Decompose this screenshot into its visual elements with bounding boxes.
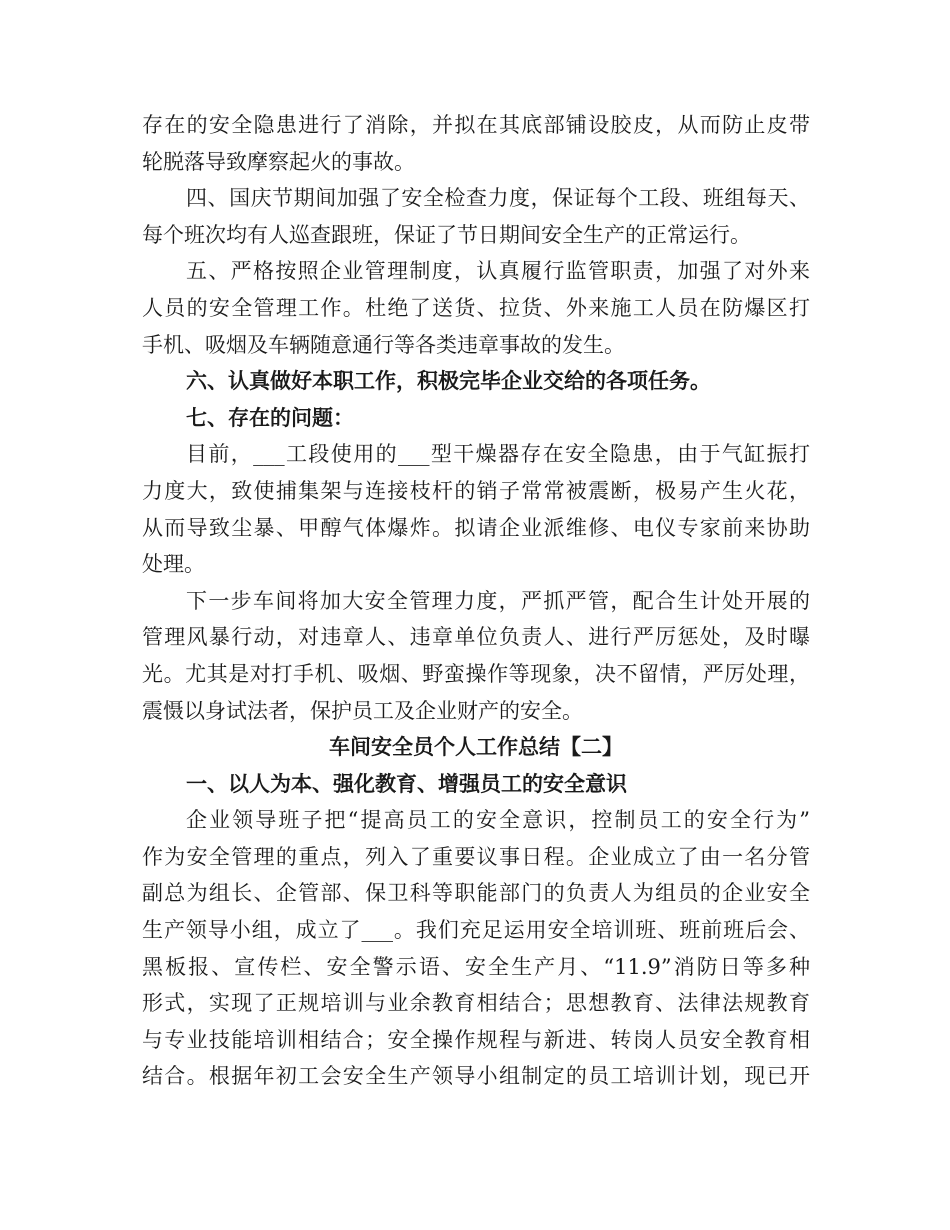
text-line: 存在的安全隐患进行了消除，并拟在其底部铺设胶皮，从而防止皮带 [142,113,810,137]
text-line: 管理风暴行动，对违章人、违章单位负责人、进行严厉惩处，及时曝 [142,625,810,650]
text-line: 与专业技能培训相结合；安全操作规程与新进、转岗人员安全教育相 [142,1027,810,1052]
text-line: 手机、吸烟及车辆随意通行等各类违章事故的发生。 [142,332,625,357]
document-title: 车间安全员个人工作总结【二】 [329,734,623,760]
text-line: 光。尤其是对打手机、吸烟、野蛮操作等现象，决不留情，严厉处理， [142,661,810,686]
text-line: 结合。根据年初工会安全生产领导小组制定的员工培训计划，现已开 [142,1064,810,1089]
text-line: 轮脱落导致摩察起火的事故。 [142,149,415,174]
text-line: 力度大，致使捕集架与连接枝杆的销子常常被震断，极易产生火花， [142,478,810,503]
text-line: 每个班次均有人巡查跟班，保证了节日期间安全生产的正常运行。 [142,222,751,247]
text-line: 黑板报、宣传栏、安全警示语、安全生产月、“11.9”消防日等多种 [142,954,810,979]
text-line: 下一步车间将加大安全管理力度，严抓严管，配合生计处开展的 [186,588,810,613]
text-line: 五、严格按照企业管理制度，认真履行监管职责，加强了对外来 [186,259,810,284]
text-line: 从而导致尘暴、甲醇气体爆炸。拟请企业派维修、电仪专家前来协助 [142,515,810,540]
document-body [142,107,810,1095]
text-line: 四、国庆节期间加强了安全检查力度，保证每个工段、班组每天、 [186,186,810,211]
section-heading: 一、以人为本、强化教育、增强员工的安全意识 [186,770,627,796]
text-line: 目前，___工段使用的___型干燥器存在安全隐患，由于气缸振打 [186,442,810,467]
text-line: 形式，实现了正规培训与业余教育相结合；思想教育、法律法规教育 [142,991,810,1016]
text-line: 处理。 [142,552,205,577]
section-heading: 六、认真做好本职工作，积极完毕企业交给的各项任务。 [186,368,711,394]
text-line: 人员的安全管理工作。杜绝了送货、拉货、外来施工人员在防爆区打 [142,295,810,320]
text-line: 震慑以身试法者，保护员工及企业财产的安全。 [142,698,583,723]
text-line: 企业领导班子把“提高员工的安全意识，控制员工的安全行为” [186,808,810,833]
text-line: 副总为组长、企管部、保卫科等职能部门的负责人为组员的企业安全 [142,881,810,906]
text-line: 作为安全管理的重点，列入了重要议事日程。企业成立了由一名分管 [142,844,810,869]
section-heading: 七、存在的问题： [186,404,354,430]
text-line: 生产领导小组，成立了___。我们充足运用安全培训班、班前班后会、 [142,918,810,943]
